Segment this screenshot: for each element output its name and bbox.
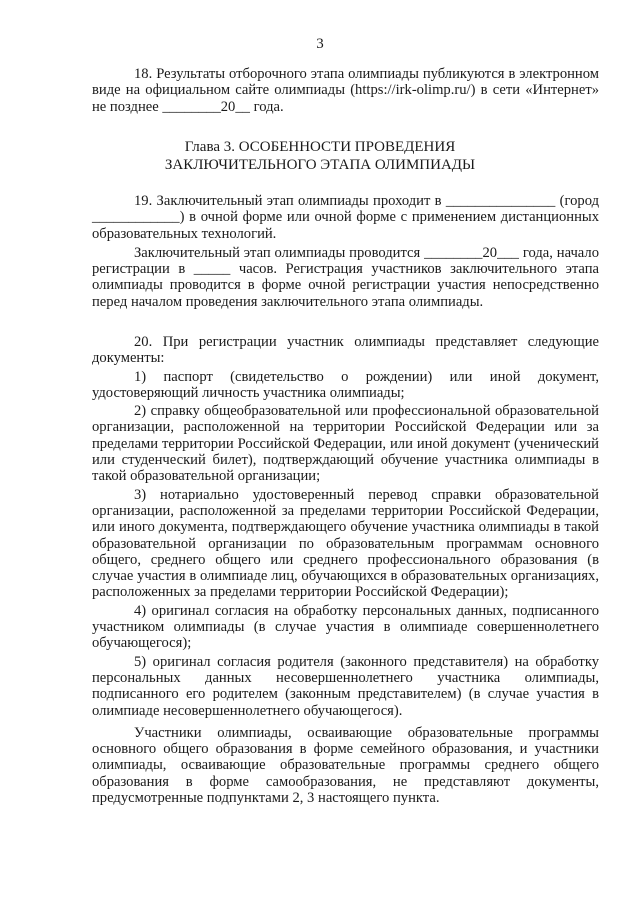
page-number: 3	[316, 36, 324, 52]
item-20-subitem-1: 1) паспорт (свидетельство о рождении) или иной документ, удостоверяющий личность участника олимпиады;	[92, 368, 599, 401]
item-20-subitem-5: 5) оригинал согласия родителя (законного представителя) на обработку персональных данных несовершеннолетнего участника олимпиады, подписанного его родителем (законным представителем) (в случае участия в олимпиаде несовершеннолетнего обучающегося).	[92, 653, 599, 719]
chapter-heading-line-1: Глава 3. ОСОБЕННОСТИ ПРОВЕДЕНИЯ	[184, 139, 456, 155]
item-20-block	[92, 334, 599, 806]
item-18-block	[92, 66, 599, 115]
item-18-paragraph: 18. Результаты отборочного этапа олимпиады публикуются в электронном виде на официальном сайте олимпиады (https://irk-olimp.ru/) в сети «Интернет» не позднее ________20__ года.	[92, 66, 599, 115]
item-20-subitem-2: 2) справку общеобразовательной или профессиональной образовательной организации, расположенной на территории Российской Федерации или за пределами территории Российской Федерации, или иной документ (ученический или студенческий билет), подтверждающий обучение участника олимпиады в такой образовательной организации;	[92, 403, 599, 485]
item-20-intro: 20. При регистрации участник олимпиады представляет следующие документы:	[92, 334, 599, 367]
item-19-paragraph-1: 19. Заключительный этап олимпиады проходит в _______________ (город ____________) в очной форме или очной форме с применением дистанционных образовательных технологий.	[92, 193, 599, 242]
item-19-paragraph-2: Заключительный этап олимпиады проводится ________20___ года, начало регистрации в _____ часов. Регистрация участников заключительного этапа олимпиады проводится в форме очной регистрации участия непосредственно перед началом проведения заключительного этапа олимпиады.	[92, 244, 599, 310]
chapter-heading-line-2: ЗАКЛЮЧИТЕЛЬНОГО ЭТАПА ОЛИМПИАДЫ	[164, 157, 476, 173]
chapter-heading	[0, 138, 640, 174]
item-19-block	[92, 193, 599, 310]
item-20-subitem-3: 3) нотариально удостоверенный перевод справки образовательной организации, расположенной за пределами территории Российской Федерации, или иного документа, подтверждающего обучение участника олимпиады в такой образовательной организации по образовательным программам основного общего, среднего общего или среднего профессионального образования (в случае участия в олимпиаде лиц, обучающихся в образовательных организациях, расположенных за пределами территории Российской Федерации);	[92, 486, 599, 601]
item-20-closing-paragraph: Участники олимпиады, осваивающие образовательные программы основного общего образования в форме семейного образования, и участники олимпиады, осваивающие образовательные программы среднего общего образования в форме самообразования, не представляют документы, предусмотренные подпунктами 2, 3 настоящего пункта.	[92, 724, 599, 807]
item-20-subitem-4: 4) оригинал согласия на обработку персональных данных, подписанного участником олимпиады (в случае участия в олимпиаде совершеннолетнего обучающегося);	[92, 602, 599, 652]
